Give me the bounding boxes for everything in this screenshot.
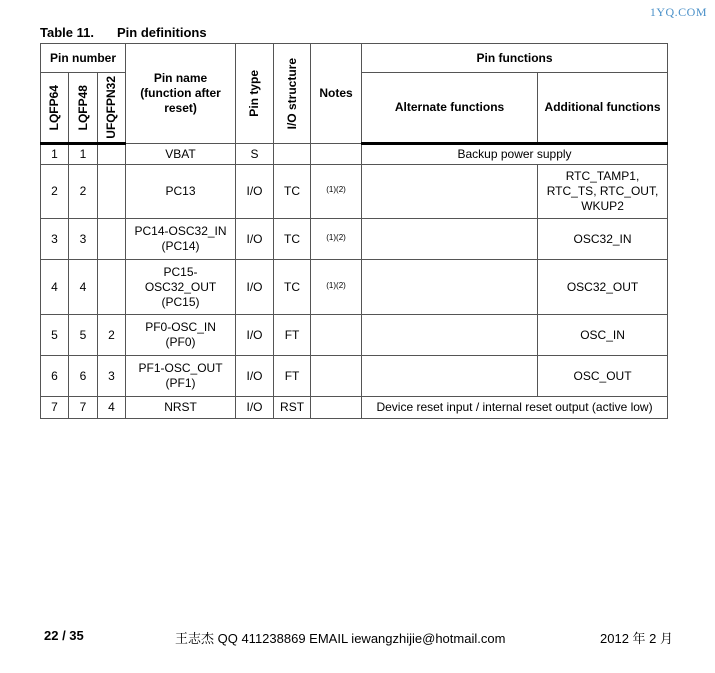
cell-pin-type: I/O bbox=[236, 260, 274, 315]
header-pin-name: Pin name (function after reset) bbox=[126, 44, 236, 144]
cell-alternate-functions bbox=[362, 219, 538, 260]
cell-ufqfpn32 bbox=[98, 144, 126, 165]
cell-alternate-functions bbox=[362, 165, 538, 219]
table-row bbox=[41, 315, 668, 356]
cell-pin-name: NRST bbox=[126, 397, 236, 419]
cell-io-structure: TC bbox=[274, 260, 311, 315]
header-lqfp64: LQFP64 bbox=[41, 73, 69, 144]
header-lqfp48: LQFP48 bbox=[69, 73, 98, 144]
cell-lqfp48: 1 bbox=[69, 144, 98, 165]
table-caption bbox=[40, 25, 207, 40]
table-row bbox=[41, 356, 668, 397]
table-label: Table 11. bbox=[40, 25, 94, 40]
cell-notes bbox=[311, 356, 362, 397]
cell-alternate-functions bbox=[362, 356, 538, 397]
footer-date: 2012 年 2 月 bbox=[600, 631, 673, 646]
header-alternate-functions: Alternate functions bbox=[362, 73, 538, 144]
table-title: Pin definitions bbox=[117, 25, 207, 40]
table-row bbox=[41, 260, 668, 315]
cell-merged-functions: Backup power supply bbox=[362, 144, 668, 165]
cell-additional-functions: OSC_OUT bbox=[538, 356, 668, 397]
page-footer bbox=[0, 628, 715, 648]
cell-lqfp48: 3 bbox=[69, 219, 98, 260]
cell-lqfp64: 3 bbox=[41, 219, 69, 260]
cell-pin-name: PC14-OSC32_IN (PC14) bbox=[126, 219, 236, 260]
cell-ufqfpn32: 4 bbox=[98, 397, 126, 419]
cell-pin-type: I/O bbox=[236, 356, 274, 397]
pin-definitions-table bbox=[40, 43, 668, 419]
cell-pin-type: S bbox=[236, 144, 274, 165]
header-ufqfpn32: UFQFPN32 bbox=[98, 73, 126, 144]
cell-pin-name: VBAT bbox=[126, 144, 236, 165]
cell-ufqfpn32: 3 bbox=[98, 356, 126, 397]
cell-pin-name: PF0-OSC_IN (PF0) bbox=[126, 315, 236, 356]
cell-pin-name: PC15-OSC32_OUT (PC15) bbox=[126, 260, 236, 315]
cell-io-structure: RST bbox=[274, 397, 311, 419]
cell-lqfp48: 4 bbox=[69, 260, 98, 315]
header-pin-number: Pin number bbox=[41, 44, 126, 73]
cell-ufqfpn32 bbox=[98, 260, 126, 315]
header-notes: Notes bbox=[311, 44, 362, 144]
cell-ufqfpn32 bbox=[98, 165, 126, 219]
header-pin-type: Pin type bbox=[236, 44, 274, 144]
cell-pin-name: PF1-OSC_OUT (PF1) bbox=[126, 356, 236, 397]
header-pin-functions: Pin functions bbox=[362, 44, 668, 73]
cell-pin-type: I/O bbox=[236, 397, 274, 419]
cell-additional-functions: OSC32_IN bbox=[538, 219, 668, 260]
cell-lqfp48: 6 bbox=[69, 356, 98, 397]
header-additional-functions: Additional functions bbox=[538, 73, 668, 144]
cell-pin-type: I/O bbox=[236, 315, 274, 356]
cell-lqfp64: 2 bbox=[41, 165, 69, 219]
cell-io-structure: TC bbox=[274, 219, 311, 260]
cell-lqfp64: 7 bbox=[41, 397, 69, 419]
cell-lqfp64: 6 bbox=[41, 356, 69, 397]
cell-notes bbox=[311, 397, 362, 419]
cell-notes bbox=[311, 315, 362, 356]
cell-lqfp48: 7 bbox=[69, 397, 98, 419]
cell-notes: (1)(2) bbox=[311, 219, 362, 260]
cell-lqfp64: 1 bbox=[41, 144, 69, 165]
page-number: 22 / 35 bbox=[44, 628, 84, 643]
cell-notes bbox=[311, 144, 362, 165]
cell-alternate-functions bbox=[362, 315, 538, 356]
cell-pin-name: PC13 bbox=[126, 165, 236, 219]
cell-alternate-functions bbox=[362, 260, 538, 315]
cell-additional-functions: OSC_IN bbox=[538, 315, 668, 356]
cell-io-structure bbox=[274, 144, 311, 165]
cell-additional-functions: RTC_TAMP1, RTC_TS, RTC_OUT, WKUP2 bbox=[538, 165, 668, 219]
table-row bbox=[41, 397, 668, 419]
cell-lqfp48: 2 bbox=[69, 165, 98, 219]
cell-pin-type: I/O bbox=[236, 219, 274, 260]
cell-lqfp64: 5 bbox=[41, 315, 69, 356]
table-row bbox=[41, 219, 668, 260]
author-contact: 王志杰 QQ 411238869 EMAIL iewangzhijie@hotmail.com bbox=[175, 631, 506, 646]
cell-lqfp64: 4 bbox=[41, 260, 69, 315]
header-io-structure: I/O structure bbox=[274, 44, 311, 144]
watermark: 1YQ.COM bbox=[649, 5, 707, 19]
table-row bbox=[41, 165, 668, 219]
cell-ufqfpn32: 2 bbox=[98, 315, 126, 356]
cell-io-structure: TC bbox=[274, 165, 311, 219]
cell-notes: (1)(2) bbox=[311, 260, 362, 315]
cell-io-structure: FT bbox=[274, 315, 311, 356]
cell-merged-functions: Device reset input / internal reset output (active low) bbox=[362, 397, 668, 419]
cell-notes: (1)(2) bbox=[311, 165, 362, 219]
cell-additional-functions: OSC32_OUT bbox=[538, 260, 668, 315]
cell-pin-type: I/O bbox=[236, 165, 274, 219]
cell-ufqfpn32 bbox=[98, 219, 126, 260]
cell-io-structure: FT bbox=[274, 356, 311, 397]
cell-lqfp48: 5 bbox=[69, 315, 98, 356]
table-row bbox=[41, 144, 668, 165]
